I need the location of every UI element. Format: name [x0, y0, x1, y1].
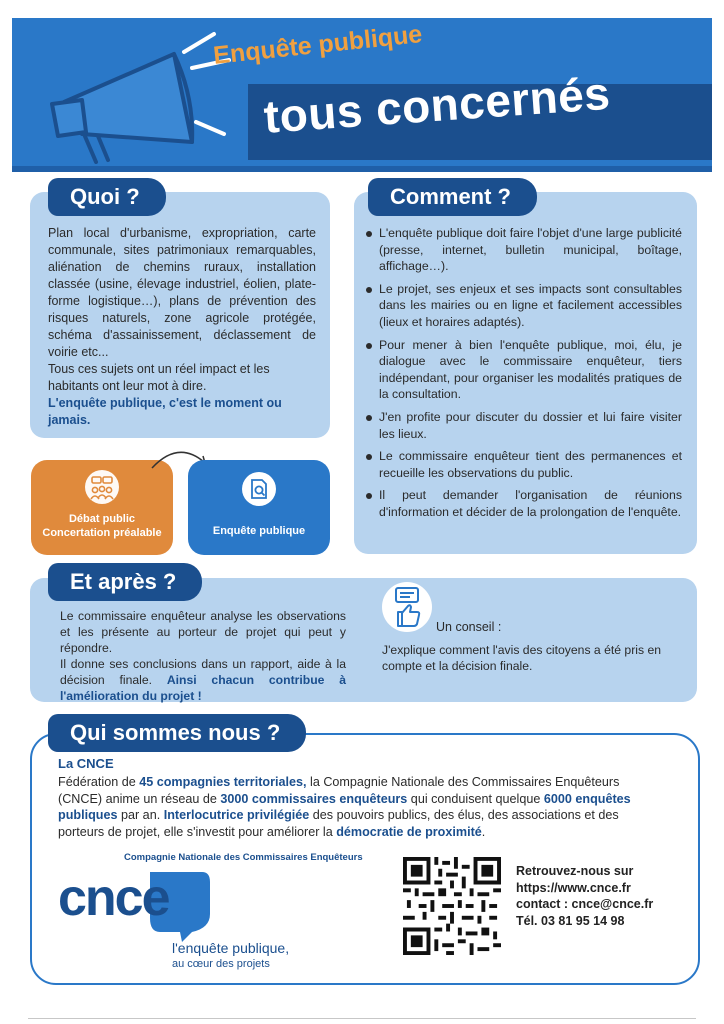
apres-paragraph-1: Le commissaire enquêteur analyse les observations et les présente au porteur de projet qui peut y répondre. — [60, 609, 346, 655]
qui-text-2: la Compagnie Nationale des Commissaires Enquêteurs (CNCE) anime un réseau de — [58, 775, 620, 806]
quoi-paragraph-1: Plan local d'urbanisme, expropriation, carte communale, sites patrimoniaux remarquables, aliénation de chemins ruraux, installation classée (usine, élevage industriel, éolien, plate-forme logistique…), plans de prévention des risques naturels, zone agricole protégée, schéma d'assainissement, déclassement de voirie etc... — [48, 226, 316, 359]
qui-bold-1: 45 compagnies territoriales, — [139, 775, 307, 789]
org-name: Compagnie Nationale des Commissaires Enquêteurs — [124, 852, 363, 863]
list-item: Pour mener à bien l'enquête publique, moi, élu, je dialogue avec le commissaire enquêteur, tiers indépendant, pour organiser les modalités pratiques de la consultation. — [366, 337, 682, 403]
comment-list — [366, 225, 682, 527]
qui-text-3: qui conduisent quelque — [407, 791, 544, 806]
list-item: L'enquête publique doit faire l'objet d'une large publicité (presse, internet, bulletin municipal, boîtage, affichage…). — [366, 225, 682, 275]
qui-bold-4: Interlocutrice privilégiée — [163, 808, 310, 822]
cnce-logo — [58, 862, 228, 952]
qui-bold-2: 3000 commissaires enquêteurs — [220, 791, 408, 806]
contact-block — [516, 863, 653, 929]
page-title: tous concernés — [262, 66, 612, 143]
list-item: Le projet, ses enjeux et ses impacts sont consultables dans les mairies ou en ligne et facilement accessibles (lieux et horaires adaptés). — [366, 281, 682, 331]
apres-highlight: Ainsi chacun contribue à l'amélioration du projet ! — [60, 673, 346, 703]
debat-public-card — [31, 460, 173, 555]
qui-heading: La CNCE — [58, 756, 114, 771]
header-strip — [12, 166, 712, 172]
qui-text-4: par an. — [117, 808, 164, 822]
conseil-label: Un conseil : — [436, 620, 502, 634]
logo-letters: cnce — [58, 869, 169, 927]
debat-line-2: Concertation préalable — [42, 527, 162, 539]
debat-line-1: Débat public — [68, 513, 135, 525]
footer-divider — [28, 1018, 696, 1019]
people-discussion-icon — [83, 468, 121, 506]
thumbs-up-icon — [382, 582, 432, 632]
conseil-text: J'explique comment l'avis des citoyens a été pris en compte et la décision finale. — [382, 643, 662, 673]
subtitle: Enquête publique — [212, 20, 424, 70]
apres-tab: Et après ? — [48, 563, 202, 601]
quoi-content — [48, 225, 316, 429]
logo-tagline: l'enquête publique, — [172, 940, 290, 956]
qui-paragraph — [58, 774, 658, 840]
thumbs-up-badge — [382, 582, 432, 632]
comment-tab: Comment ? — [368, 178, 537, 216]
quoi-highlight: L'enquête publique, c'est le moment ou jamais. — [48, 396, 282, 427]
website-link[interactable]: https://www.cnce.fr — [516, 880, 631, 895]
enquete-label: Enquête publique — [212, 525, 306, 537]
logo-tagline-2: au cœur des projets — [172, 958, 270, 970]
quoi-tab: Quoi ? — [48, 178, 166, 216]
list-item: J'en profite pour discuter du dossier et lui faire visiter les lieux. — [366, 409, 682, 442]
qui-text-1: Fédération de — [58, 775, 140, 789]
apres-paragraph-2 — [60, 656, 346, 704]
email-link[interactable]: contact : cnce@cnce.fr — [516, 897, 654, 911]
contact-line-1: Retrouvez-nous sur — [516, 864, 634, 878]
apres-paragraph-2-text: Il donne ses conclusions dans un rapport, aide à la décision finale. — [60, 657, 346, 687]
list-item: Il peut demander l'organisation de réunions d'information et décider de la prolongation de l'enquête. — [366, 487, 682, 520]
apres-content — [60, 608, 346, 704]
qui-tab: Qui sommes nous ? — [48, 714, 306, 752]
qr-code-icon[interactable] — [403, 857, 501, 955]
list-item: Le commissaire enquêteur tient des permanences et recueille les observations du public. — [366, 448, 682, 481]
qui-bold-3: 6000 enquêtes publiques — [58, 791, 631, 822]
qui-bold-5: démocratie de proximité — [336, 824, 482, 839]
phone-number: Tél. 03 81 95 14 98 — [516, 913, 625, 928]
qui-text-5: des pouvoirs publics, des élus, des associations et des porteurs de projet, elle s'investit pour améliorer la — [58, 808, 619, 839]
qui-text-6: . — [481, 824, 486, 839]
quoi-paragraph-2: Tous ces sujets ont un réel impact et les habitants ont leur mot à dire. — [48, 362, 270, 393]
enquete-publique-card — [188, 460, 330, 555]
magnifier-document-icon — [240, 470, 278, 508]
